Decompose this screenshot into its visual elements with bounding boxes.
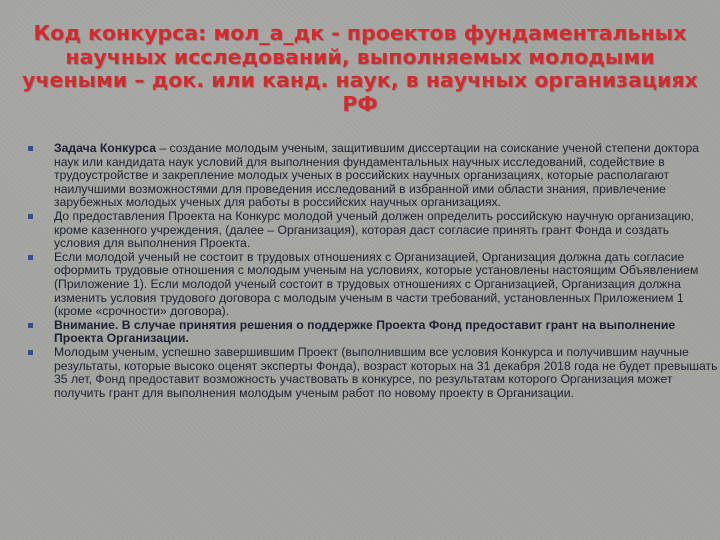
bullet-text: До предоставления Проекта на Конкурс молодой ученый должен определить российскую научную организацию, кроме казенного учреждения, (далее – Организация), которая даст согласие принять грант Фонда и создать условия для выполнения Проекта. bbox=[54, 208, 694, 251]
bullet-item-attention bbox=[22, 319, 718, 346]
square-bullet-icon bbox=[28, 146, 33, 151]
bullet-lead: Задача Конкурса bbox=[54, 141, 156, 155]
bullet-item-task bbox=[22, 142, 718, 210]
bullet-text: Если молодой ученый не состоит в трудовых отношениях с Организацией, Организация должна дать согласие оформить трудовые отношения с молодым ученым на условиях, которые установлены настоящим Объявлением (Приложение 1). Если молодой ученый состоит в трудовых отношениях с Организацией, Организация должна изменить условия трудового договора с молодым ученым в части требований, установленных Приложением 1 (кроме «срочности» договора). bbox=[54, 249, 699, 319]
bullet-item-successful-scientists bbox=[22, 346, 718, 400]
square-bullet-icon bbox=[28, 255, 33, 260]
square-bullet-icon bbox=[28, 214, 33, 219]
bullet-text: Внимание. В случае принятия решения о поддержке Проекта Фонд предоставит грант на выполнение Проекта Организации. bbox=[54, 317, 676, 346]
bullet-list bbox=[22, 142, 718, 400]
square-bullet-icon bbox=[28, 323, 33, 328]
square-bullet-icon bbox=[28, 350, 33, 355]
bullet-text: Молодым ученым, успешно завершившим Проект (выполнившим все условия Конкурса и получившим научные результаты, которые высоко оценят эксперты Фонда), возраст которых на 31 декабря 2018 года не будет превышать 35 лет, Фонд предоставит возможность участвовать в конкурсе, по результатам которого Организация может получить грант для выполнения молодым ученым работ по новому проекту в Организации. bbox=[54, 344, 718, 400]
bullet-item-organization bbox=[22, 210, 718, 251]
bullet-text: – создание молодым ученым, защитившим диссертации на соискание ученой степени доктора наук или кандидата наук условий для выполнения фундаментальных научных исследований, содействие в трудоустройстве и закрепление молодых ученых в российских научных организациях, которые располагают наилучшими возможностями для проведения исследований в избранной ими области знания, привлечение зарубежных молодых ученых для работы в российских научных организациях. bbox=[54, 141, 700, 210]
slide-title: Код конкурса: мол_а_дк - проектов фундаментальных научных исследований, выполняемых молодыми учеными – док. или канд. наук, в научных организациях РФ bbox=[22, 21, 698, 116]
bullet-item-labor-relations bbox=[22, 251, 718, 319]
